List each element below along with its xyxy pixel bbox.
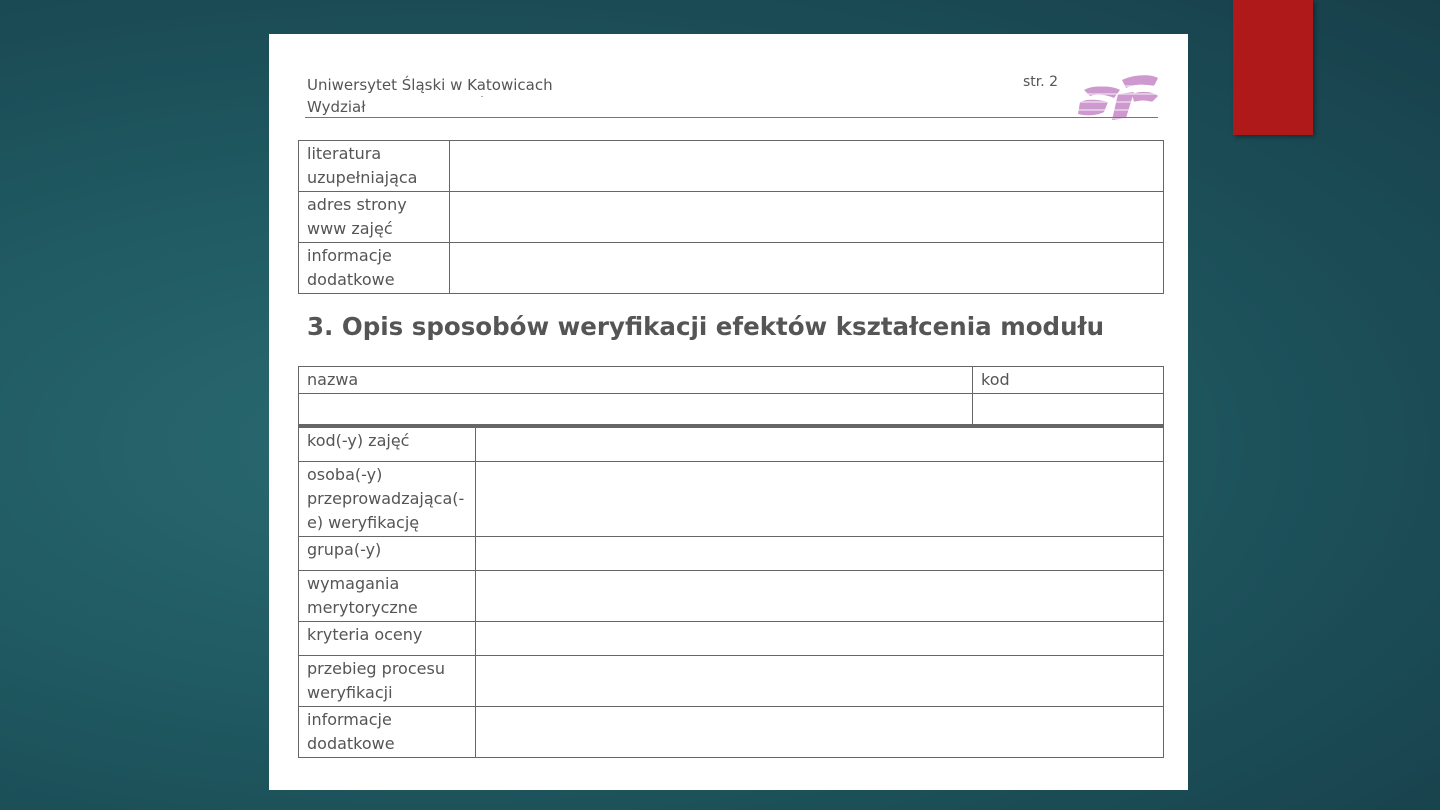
row-value-cell[interactable] bbox=[476, 427, 1164, 462]
table-row bbox=[299, 427, 1164, 462]
table-row bbox=[299, 141, 1164, 192]
row-label: osoba(-y) przeprowadzająca(- e) weryfikację bbox=[299, 462, 476, 537]
table-row bbox=[299, 367, 1164, 394]
verification-table bbox=[298, 425, 1164, 758]
section-title: 3. Opis sposobów weryfikacji efektów kształcenia modułu bbox=[307, 312, 1105, 341]
page-number: str. 2 bbox=[1023, 74, 1059, 90]
table-row bbox=[299, 571, 1164, 622]
name-value-cell[interactable] bbox=[299, 394, 973, 425]
row-value-cell[interactable] bbox=[476, 462, 1164, 537]
table-row bbox=[299, 243, 1164, 294]
name-header: nazwa bbox=[299, 367, 973, 394]
header-rule bbox=[305, 117, 1158, 118]
row-label: kod(-y) zajęć bbox=[299, 427, 476, 462]
row-value-cell[interactable] bbox=[476, 656, 1164, 707]
accent-bar bbox=[1233, 0, 1313, 135]
document-header bbox=[307, 74, 553, 118]
row-label: grupa(-y) bbox=[299, 537, 476, 571]
table-row bbox=[299, 622, 1164, 656]
row-value-cell[interactable] bbox=[476, 622, 1164, 656]
row-value-cell[interactable] bbox=[476, 707, 1164, 758]
row-label: literatura uzupełniająca bbox=[299, 141, 450, 192]
supplementary-info-table bbox=[298, 140, 1164, 294]
table-row bbox=[299, 537, 1164, 571]
table-row bbox=[299, 462, 1164, 537]
module-name-code-table bbox=[298, 366, 1164, 425]
code-value-cell[interactable] bbox=[973, 394, 1164, 425]
scan-speck bbox=[481, 96, 483, 97]
table-row bbox=[299, 192, 1164, 243]
faculty-label: Wydział bbox=[307, 98, 366, 116]
code-header: kod bbox=[973, 367, 1164, 394]
row-value-cell[interactable] bbox=[450, 141, 1164, 192]
table-row bbox=[299, 707, 1164, 758]
row-label: przebieg procesu weryfikacji bbox=[299, 656, 476, 707]
university-name: Uniwersytet Śląski w Katowicach bbox=[307, 76, 553, 94]
table-row bbox=[299, 656, 1164, 707]
row-value-cell[interactable] bbox=[476, 537, 1164, 571]
row-label: kryteria oceny bbox=[299, 622, 476, 656]
table-row bbox=[299, 394, 1164, 425]
row-value-cell[interactable] bbox=[450, 192, 1164, 243]
row-label: informacje dodatkowe bbox=[299, 707, 476, 758]
row-value-cell[interactable] bbox=[476, 571, 1164, 622]
row-label: adres strony www zajęć bbox=[299, 192, 450, 243]
row-label: informacje dodatkowe bbox=[299, 243, 450, 294]
row-value-cell[interactable] bbox=[450, 243, 1164, 294]
scanned-form-page bbox=[269, 34, 1188, 790]
row-label: wymagania merytoryczne bbox=[299, 571, 476, 622]
